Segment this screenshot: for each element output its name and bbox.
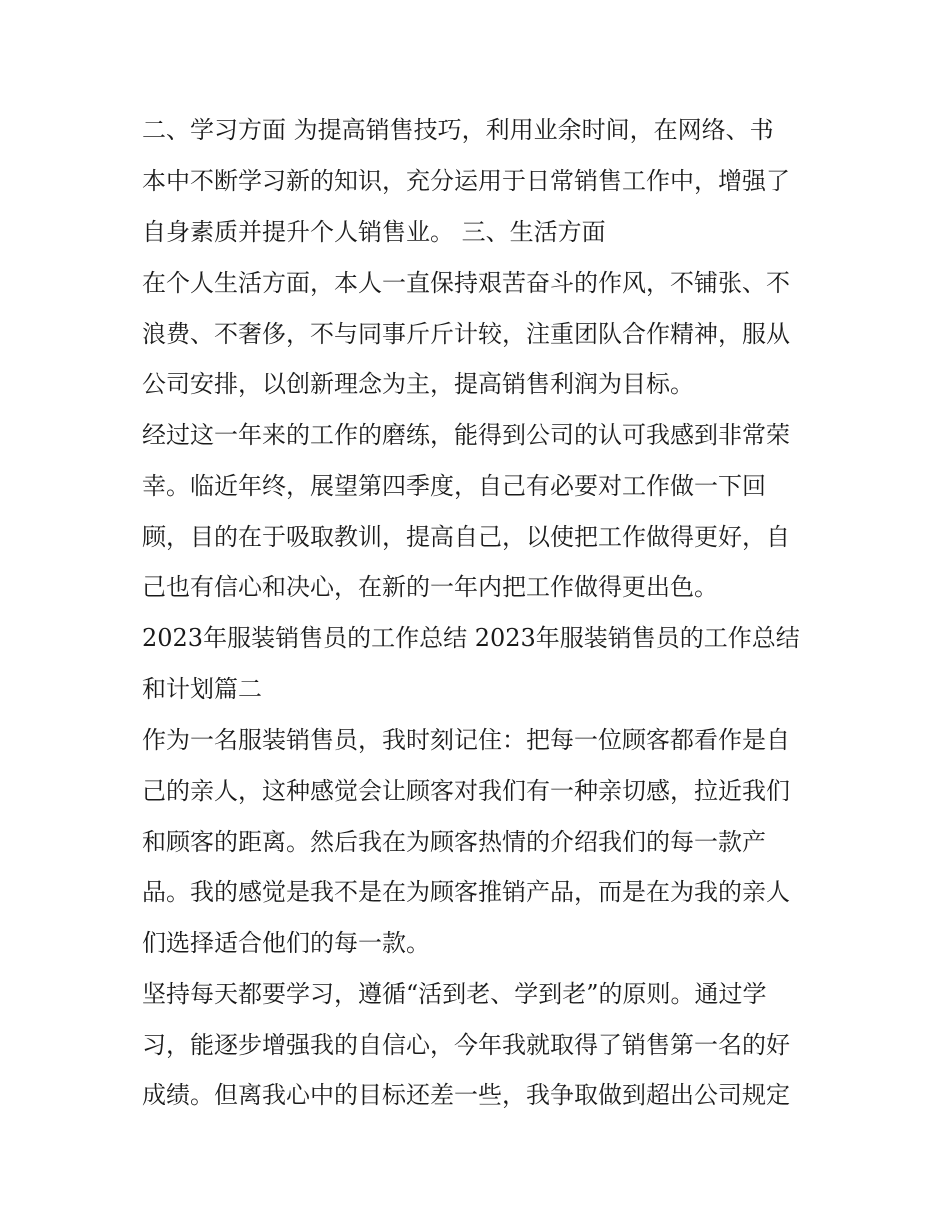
text-line: 和计划篇二 xyxy=(142,675,262,703)
text-line: 己的亲人，这种感觉会让顾客对我们有一种亲切感，拉近我们 xyxy=(142,777,790,805)
text-line: 经过这一年来的工作的磨练，能得到公司的认可我感到非常荣 xyxy=(142,421,790,449)
text-line: 公司安排，以创新理念为主，提高销售利润为目标。 xyxy=(142,370,694,398)
text-line: 浪费、不奢侈，不与同事斤斤计较，注重团队合作精神，服从 xyxy=(142,320,790,348)
text-line: 成绩。但离我心中的目标还差一些，我争取做到超出公司规定 xyxy=(142,1081,790,1109)
text-line: 幸。临近年终，展望第四季度，自己有必要对工作做一下回 xyxy=(142,472,766,500)
text-line: 作为一名服装销售员，我时刻记住：把每一位顾客都看作是自 xyxy=(142,726,790,754)
text-line: 习，能逐步增强我的自信心，今年我就取得了销售第一名的好 xyxy=(142,1031,790,1059)
text-line: 顾，目的在于吸取教训，提高自己，以使把工作做得更好，自 xyxy=(142,523,790,551)
text-line: 和顾客的距离。然后我在为顾客热情的介绍我们的每一款产 xyxy=(142,828,766,856)
text-line: 2023年服装销售员的工作总结 2023年服装销售员的工作总结 xyxy=(142,624,800,652)
text-line: 本中不断学习新的知识，充分运用于日常销售工作中，增强了 xyxy=(142,167,790,195)
text-line: 们选择适合他们的每一款。 xyxy=(142,929,430,957)
text-line: 二、学习方面 为提高销售技巧，利用业余时间，在网络、书 xyxy=(142,116,774,144)
text-line: 坚持每天都要学习，遵循“活到老、学到老”的原则。通过学 xyxy=(142,980,767,1008)
text-line: 品。我的感觉是我不是在为顾客推销产品，而是在为我的亲人 xyxy=(142,878,790,906)
text-line: 己也有信心和决心，在新的一年内把工作做得更出色。 xyxy=(142,573,718,601)
text-line: 自身素质并提升个人销售业。 三、生活方面 xyxy=(142,218,606,246)
text-line: 在个人生活方面，本人一直保持艰苦奋斗的作风，不铺张、不 xyxy=(142,269,790,297)
